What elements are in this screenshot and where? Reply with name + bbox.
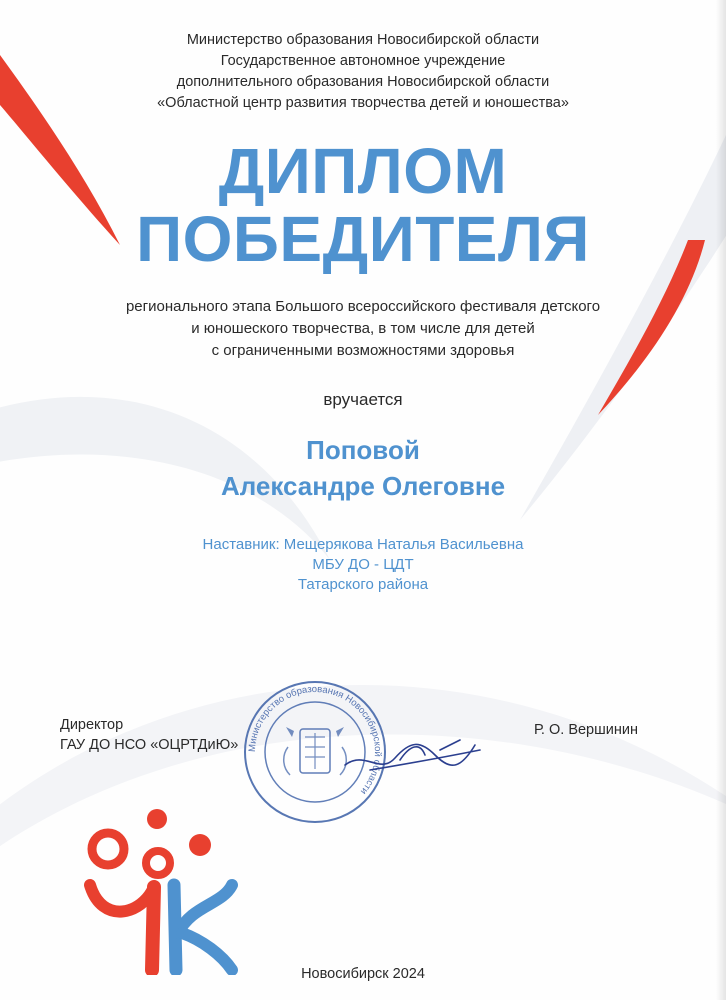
occasion-line: с ограниченными возможностями здоровья xyxy=(211,342,515,359)
mentor-line: Наставник: Мещерякова Наталья Васильевна xyxy=(202,536,524,553)
signatory-organization: ГАУ ДО НСО «ОЦРТДиЮ» xyxy=(60,737,239,753)
signatory-title xyxy=(60,715,238,755)
issuer-line: «Областной центр развития творчества детей и юношества» xyxy=(157,95,569,111)
recipient-name xyxy=(0,432,726,504)
mentor-line: Татарского района xyxy=(297,576,429,593)
awarded-label: вручается xyxy=(323,390,403,409)
occasion-line: и юношеского творчества, в том числе для детей xyxy=(191,320,535,337)
title-line-diploma: ДИПЛОМ xyxy=(218,135,508,207)
signatory-name: Р. О. Вершинин xyxy=(534,722,638,738)
title-line-winner: ПОБЕДИТЕЛЯ xyxy=(136,203,590,275)
occasion-text xyxy=(0,296,726,362)
diploma-title xyxy=(0,135,726,275)
mentor-line: МБУ ДО - ЦДТ xyxy=(312,556,414,573)
issuer-line: Государственное автономное учреждение xyxy=(220,53,506,69)
stamp-ring-text: Министерство образования Новосибирской области xyxy=(246,683,384,797)
recipient-given-names: Александре Олеговне xyxy=(220,471,506,501)
signature-mark-icon xyxy=(340,720,490,790)
issuer-block xyxy=(0,30,726,114)
recipient-surname: Поповой xyxy=(306,435,420,465)
logo-emblem-icon xyxy=(72,805,242,975)
mentor-block xyxy=(0,535,726,595)
issuer-line: Министерство образования Новосибирской области xyxy=(186,32,540,48)
issuer-line: дополнительного образования Новосибирской области xyxy=(176,74,550,90)
occasion-line: регионального этапа Большого всероссийского фестиваля детского xyxy=(125,298,601,315)
city-year: Новосибирск 2024 xyxy=(301,966,425,982)
signatory-position: Директор xyxy=(60,717,124,733)
scan-edge-shadow xyxy=(716,0,726,1000)
